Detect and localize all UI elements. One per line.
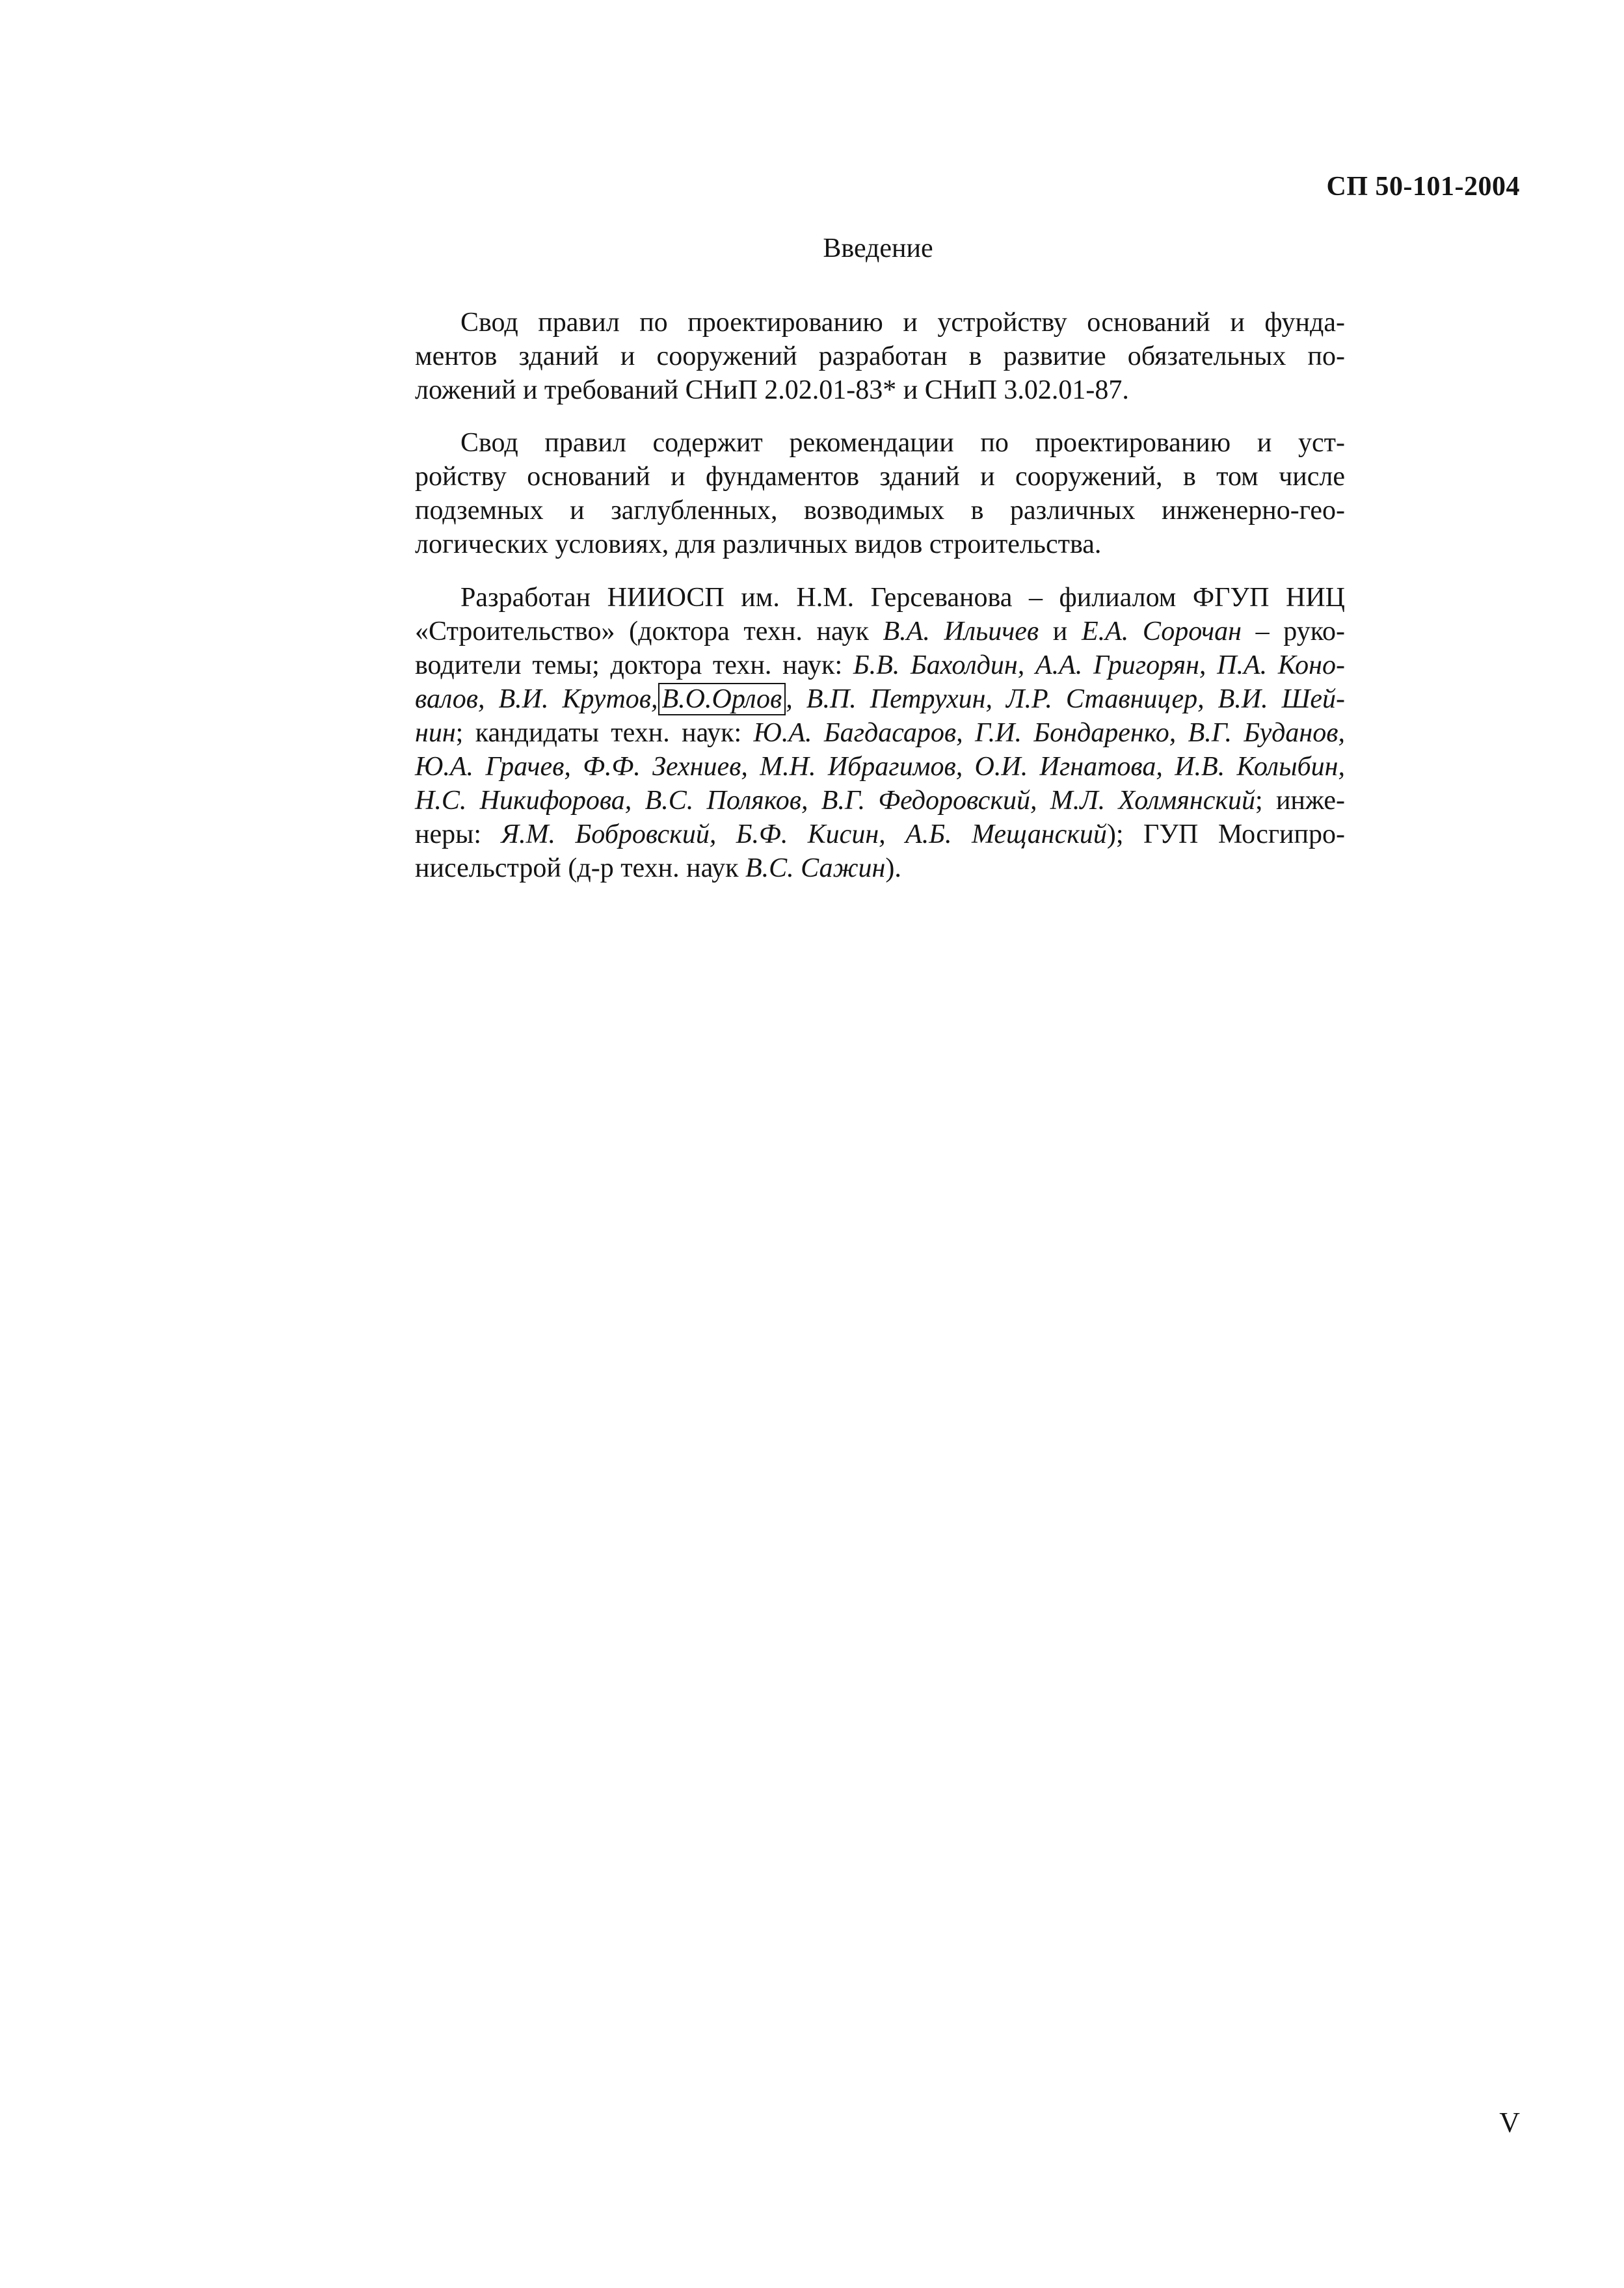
text-line [415, 648, 1345, 682]
text-line: ментов зданий и сооружений разработан в развитие обязательных по- [415, 341, 1345, 371]
paragraph-3 [415, 581, 1345, 885]
person-names: Ю.А. Багдасаров, Г.И. Бондаренко, В.Г. Буданов, [753, 718, 1345, 748]
person-names: Я.М. Бобровский, Б.Ф. Кисин, А.Б. Мещанский [501, 819, 1107, 849]
section-title: Введение [823, 233, 933, 263]
text-line [415, 750, 1345, 784]
person-names: Ю.А. Грачев, Ф.Ф. Зехниев, М.Н. Ибрагимов, О.И. Игнатова, И.В. Колыбин, [415, 752, 1345, 782]
person-names: валов, В.И. Крутов, [415, 684, 658, 714]
text-segment: ; инже- [1255, 786, 1345, 816]
text-line [415, 615, 1345, 648]
text-line: Разработан НИИОСП им. Н.М. Герсеванова – филиалом ФГУП НИЦ [460, 583, 1345, 613]
text-line: логических условиях, для различных видов строительства. [415, 529, 1102, 559]
person-name: нин [415, 718, 456, 748]
text-line [415, 682, 1345, 716]
text-segment: «Строительство» (доктора техн. наук [415, 617, 883, 646]
text-line: подземных и заглубленных, возводимых в различных инженерно-гео- [415, 496, 1345, 525]
text-line: ложений и требований СНиП 2.02.01-83* и СНиП 3.02.01-87. [415, 375, 1129, 405]
text-segment: ); ГУП Мосгипро- [1106, 819, 1345, 849]
text-line [415, 851, 1345, 885]
text-segment: водители темы; доктора техн. наук: [415, 650, 853, 680]
person-names: Н.С. Никифорова, В.С. Поляков, В.Г. Федоровский, М.Л. Холмянский [415, 786, 1255, 816]
text-line: Свод правил по проектированию и устройству оснований и фунда- [460, 308, 1345, 338]
page-number: V [1499, 2107, 1520, 2138]
text-line [415, 818, 1345, 851]
person-name: В.С. Сажин [745, 853, 886, 883]
text-segment: нисельстрой (д-р техн. наук [415, 853, 745, 883]
text-line [415, 716, 1345, 750]
text-segment: ; кандидаты техн. наук: [455, 718, 754, 748]
text-line [415, 784, 1345, 818]
person-name: Е.А. Сорочан [1081, 617, 1242, 646]
paragraph-2 [415, 426, 1345, 561]
text-segment: ). [885, 853, 901, 883]
person-names: Б.В. Бахолдин, А.А. Григорян, П.А. Коно- [853, 650, 1345, 680]
text-segment: – руко- [1241, 617, 1345, 646]
boxed-person-name: В.О.Орлов [658, 683, 786, 715]
text-segment: и [1039, 617, 1082, 646]
person-name: В.А. Ильичев [883, 617, 1039, 646]
text-segment: неры: [415, 819, 501, 849]
document-code: СП 50-101-2004 [1326, 172, 1520, 202]
paragraph-1 [415, 306, 1345, 407]
text-line: Свод правил содержит рекомендации по проектированию и уст- [460, 428, 1345, 458]
text-line: ройству оснований и фундаментов зданий и сооружений, в том числе [415, 462, 1345, 492]
person-names: , В.П. Петрухин, Л.Р. Ставницер, В.И. Шей- [786, 684, 1345, 714]
